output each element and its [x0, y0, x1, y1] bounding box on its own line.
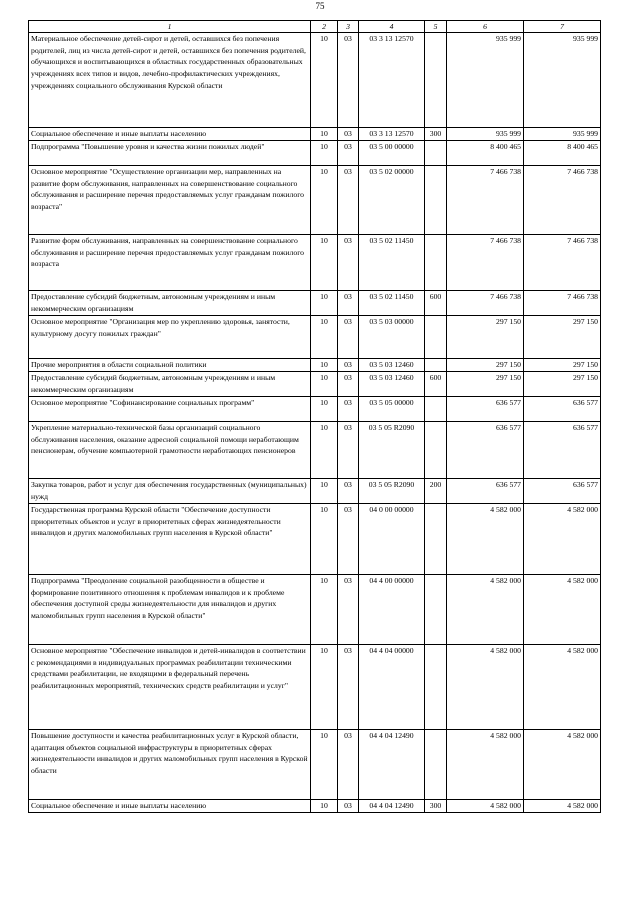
row-name: Основное мероприятие "Софинансирование социальных программ" [29, 397, 311, 422]
table-row [29, 235, 601, 291]
row-sum2: 935 999 [524, 33, 601, 128]
row-rz: 10 [311, 316, 338, 359]
row-vr [425, 359, 447, 372]
row-pr: 03 [338, 141, 359, 166]
table-row [29, 730, 601, 800]
row-name: Подпрограмма "Преодоление социальной разобщенности в обществе и формирование позитивного отношения к проблемам инвалидов и к проблеме обеспечения доступной среды жизнедеятельности для инвалидов и других маломобильных групп населения в Курской области" [29, 575, 311, 645]
row-pr: 03 [338, 422, 359, 479]
row-rz: 10 [311, 128, 338, 141]
row-sum1: 636 577 [447, 422, 524, 479]
row-sum2: 4 582 000 [524, 504, 601, 575]
budget-table [28, 20, 601, 813]
row-rz: 10 [311, 372, 338, 397]
row-sum1: 297 150 [447, 372, 524, 397]
row-sum1: 8 400 465 [447, 141, 524, 166]
table-row [29, 372, 601, 397]
row-name: Социальное обеспечение и иные выплаты населению [29, 800, 311, 813]
row-pr: 03 [338, 800, 359, 813]
row-vr [425, 504, 447, 575]
row-rz: 10 [311, 800, 338, 813]
row-sum1: 4 582 000 [447, 645, 524, 730]
row-pr: 03 [338, 479, 359, 504]
page-number: 75 [315, 1, 325, 11]
row-pr: 03 [338, 316, 359, 359]
row-vr: 200 [425, 479, 447, 504]
col-header: 4 [359, 21, 425, 33]
col-header: 5 [425, 21, 447, 33]
row-name: Государственная программа Курской области "Обеспечение доступности приоритетных объектов и услуг в приоритетных сферах жизнедеятельности инвалидов и других маломобильных групп населения в Курской области" [29, 504, 311, 575]
row-sum1: 297 150 [447, 359, 524, 372]
row-csr: 03 5 00 00000 [359, 141, 425, 166]
row-vr: 300 [425, 128, 447, 141]
row-sum2: 636 577 [524, 422, 601, 479]
row-name: Закупка товаров, работ и услуг для обеспечения государственных (муниципальных) нужд [29, 479, 311, 504]
row-csr: 04 4 04 12490 [359, 800, 425, 813]
header-row [29, 21, 601, 33]
row-sum2: 8 400 465 [524, 141, 601, 166]
row-sum2: 636 577 [524, 479, 601, 504]
row-pr: 03 [338, 730, 359, 800]
row-sum2: 4 582 000 [524, 800, 601, 813]
table-row [29, 397, 601, 422]
table-row [29, 800, 601, 813]
row-pr: 03 [338, 166, 359, 235]
row-csr: 04 4 00 00000 [359, 575, 425, 645]
row-rz: 10 [311, 504, 338, 575]
row-name: Прочие мероприятия в области социальной политики [29, 359, 311, 372]
row-sum2: 7 466 738 [524, 166, 601, 235]
row-rz: 10 [311, 166, 338, 235]
row-sum2: 636 577 [524, 397, 601, 422]
row-name: Социальное обеспечение и иные выплаты населению [29, 128, 311, 141]
row-rz: 10 [311, 291, 338, 316]
row-sum1: 7 466 738 [447, 166, 524, 235]
row-pr: 03 [338, 575, 359, 645]
row-name: Предоставление субсидий бюджетным, автономным учреждениям и иным некоммерческим организациям [29, 291, 311, 316]
row-rz: 10 [311, 730, 338, 800]
row-vr [425, 575, 447, 645]
row-vr: 300 [425, 800, 447, 813]
row-vr: 600 [425, 291, 447, 316]
table-row [29, 359, 601, 372]
row-vr [425, 235, 447, 291]
row-pr: 03 [338, 372, 359, 397]
row-csr: 03 5 05 R2090 [359, 422, 425, 479]
row-sum1: 636 577 [447, 397, 524, 422]
table-row [29, 479, 601, 504]
row-rz: 10 [311, 397, 338, 422]
row-vr [425, 33, 447, 128]
row-name: Укрепление материально-технической базы организаций социального обслуживания населения, оказание адресной социальной помощи неработающим пенсионерам, обучение компьютерной грамотности неработающих пенсионеров [29, 422, 311, 479]
row-vr [425, 397, 447, 422]
table-row [29, 645, 601, 730]
row-pr: 03 [338, 235, 359, 291]
row-csr: 03 5 02 00000 [359, 166, 425, 235]
row-csr: 03 3 13 12570 [359, 128, 425, 141]
row-csr: 04 4 04 00000 [359, 645, 425, 730]
row-csr: 03 5 02 11450 [359, 291, 425, 316]
row-rz: 10 [311, 645, 338, 730]
row-vr [425, 141, 447, 166]
row-csr: 03 5 03 12460 [359, 372, 425, 397]
row-vr [425, 730, 447, 800]
row-csr: 03 5 05 00000 [359, 397, 425, 422]
table-row [29, 141, 601, 166]
row-vr [425, 422, 447, 479]
row-vr [425, 316, 447, 359]
row-sum1: 297 150 [447, 316, 524, 359]
row-vr [425, 166, 447, 235]
row-sum1: 4 582 000 [447, 800, 524, 813]
row-name: Основное мероприятие "Обеспечение инвалидов и детей-инвалидов в соответствии с рекомендациями в индивидуальных программах реабилитации техническими средствами реабилитации, не входящими в федеральный перечень реабилитационных мероприятий, технических средств реабилитации и услуг" [29, 645, 311, 730]
table-row [29, 33, 601, 128]
row-name: Основное мероприятие "Осуществление организации мер, направленных на развитие форм обслуживания, направленных на совершенствование социального обслуживания и расширение перечня предоставляемых услуг гражданам пожилого возраста" [29, 166, 311, 235]
table-row [29, 291, 601, 316]
row-name: Материальное обеспечение детей-сирот и детей, оставшихся без попечения родителей, лиц из числа детей-сирот и детей, оставшихся без попечения родителей, обучающихся и воспитывающихся в областных государственных образовательных учреждениях всех типов и видов, лечебно-профилактических учреждениях, учреждениях социального обслуживания Курской области [29, 33, 311, 128]
row-sum2: 935 999 [524, 128, 601, 141]
col-header: 7 [524, 21, 601, 33]
row-pr: 03 [338, 128, 359, 141]
row-csr: 03 5 02 11450 [359, 235, 425, 291]
row-name: Основное мероприятие "Организация мер по укреплению здоровья, занятости, культурному досугу пожилых граждан" [29, 316, 311, 359]
row-pr: 03 [338, 397, 359, 422]
table-row [29, 422, 601, 479]
row-rz: 10 [311, 479, 338, 504]
row-pr: 03 [338, 504, 359, 575]
row-pr: 03 [338, 33, 359, 128]
row-sum2: 4 582 000 [524, 645, 601, 730]
row-csr: 04 4 04 12490 [359, 730, 425, 800]
row-sum1: 935 999 [447, 128, 524, 141]
table-row [29, 166, 601, 235]
row-sum1: 4 582 000 [447, 575, 524, 645]
row-name: Предоставление субсидий бюджетным, автономным учреждениям и иным некоммерческим организациям [29, 372, 311, 397]
row-name: Повышение доступности и качества реабилитационных услуг в Курской области, адаптация объектов социальной инфраструктуры в приоритетных сферах жизнедеятельности инвалидов и других маломобильных групп населения в Курской области [29, 730, 311, 800]
row-rz: 10 [311, 359, 338, 372]
row-name: Подпрограмма "Повышение уровня и качества жизни пожилых людей" [29, 141, 311, 166]
row-sum1: 4 582 000 [447, 504, 524, 575]
row-sum2: 297 150 [524, 316, 601, 359]
row-sum2: 4 582 000 [524, 730, 601, 800]
row-vr: 600 [425, 372, 447, 397]
row-csr: 03 3 13 12570 [359, 33, 425, 128]
table-row [29, 504, 601, 575]
row-sum1: 636 577 [447, 479, 524, 504]
row-sum2: 7 466 738 [524, 235, 601, 291]
col-header: 2 [311, 21, 338, 33]
row-name: Развитие форм обслуживания, направленных на совершенствование социального обслуживания и расширение перечня предоставляемых услуг гражданам пожилого возраста [29, 235, 311, 291]
col-header: 6 [447, 21, 524, 33]
row-sum2: 4 582 000 [524, 575, 601, 645]
row-vr [425, 645, 447, 730]
row-sum2: 7 466 738 [524, 291, 601, 316]
row-rz: 10 [311, 141, 338, 166]
row-sum1: 4 582 000 [447, 730, 524, 800]
row-sum1: 7 466 738 [447, 291, 524, 316]
row-pr: 03 [338, 291, 359, 316]
table-row [29, 575, 601, 645]
row-rz: 10 [311, 422, 338, 479]
row-rz: 10 [311, 235, 338, 291]
row-pr: 03 [338, 359, 359, 372]
row-rz: 10 [311, 33, 338, 128]
row-csr: 03 5 03 00000 [359, 316, 425, 359]
row-sum1: 935 999 [447, 33, 524, 128]
col-header: 3 [338, 21, 359, 33]
row-rz: 10 [311, 575, 338, 645]
row-csr: 03 5 03 12460 [359, 359, 425, 372]
row-csr: 03 5 05 R2090 [359, 479, 425, 504]
row-csr: 04 0 00 00000 [359, 504, 425, 575]
col-header: 1 [29, 21, 311, 33]
row-pr: 03 [338, 645, 359, 730]
table-row [29, 128, 601, 141]
row-sum1: 7 466 738 [447, 235, 524, 291]
table-row [29, 316, 601, 359]
row-sum2: 297 150 [524, 372, 601, 397]
row-sum2: 297 150 [524, 359, 601, 372]
